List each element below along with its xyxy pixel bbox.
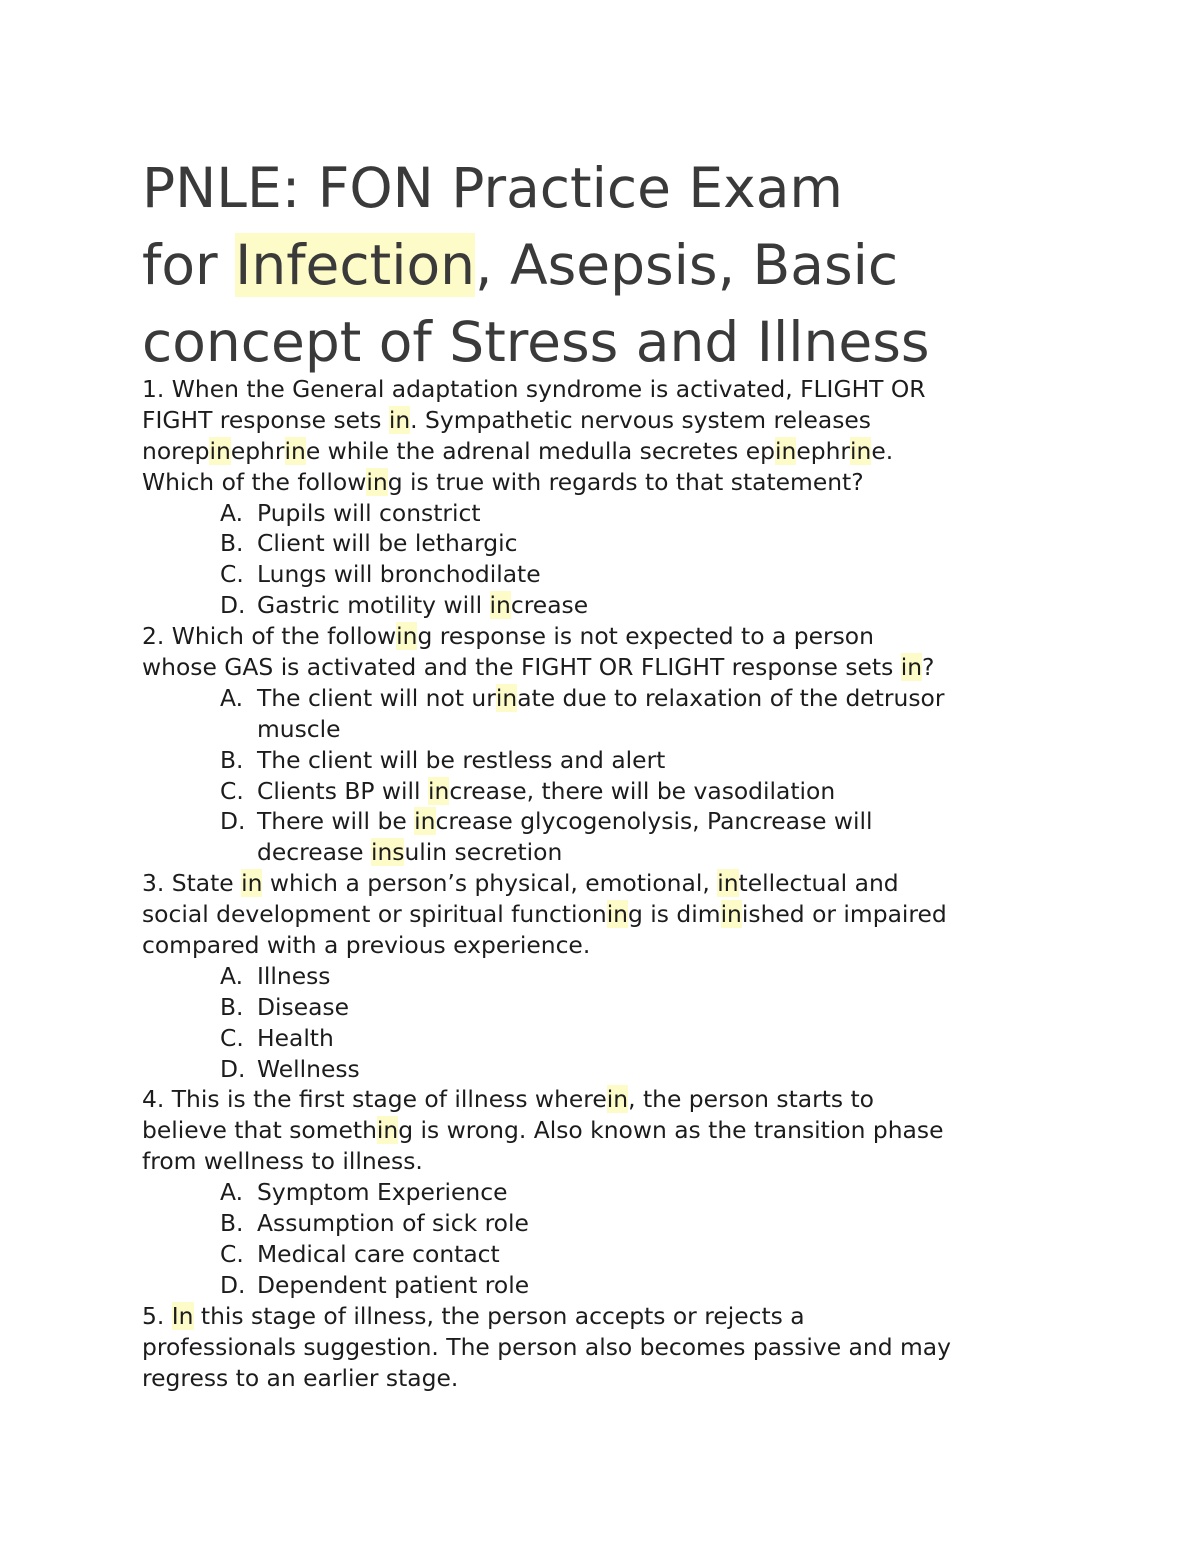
option-text: Disease xyxy=(257,992,349,1021)
option-text: Medical care contact xyxy=(257,1239,500,1268)
question-5 xyxy=(142,1301,1082,1394)
option-b xyxy=(142,992,1082,1023)
search-highlight: in xyxy=(900,653,923,682)
option-d: D. There will be increase glycogenolysis, Pancrease will xyxy=(220,807,873,836)
search-highlight: in xyxy=(717,869,739,898)
search-highlight: Infection xyxy=(235,233,475,297)
search-highlight: in xyxy=(489,591,511,620)
search-highlight: In xyxy=(171,1301,194,1330)
title-line-2 xyxy=(142,227,1082,304)
option-letter: B. xyxy=(220,992,244,1021)
question-text: norepinephrine while the adrenal medulla secretes epinephrine. xyxy=(142,436,894,465)
question-text: regress to an earlier stage. xyxy=(142,1363,459,1392)
question-text: believe that something is wrong. Also known as the transition phase xyxy=(142,1116,944,1145)
search-highlight: ins xyxy=(370,838,405,867)
search-highlight: in xyxy=(414,807,436,836)
option-c xyxy=(142,1023,1082,1054)
question-text: 1. When the General adaptation syndrome is activated, FLIGHT OR xyxy=(142,375,926,403)
question-text: professionals suggestion. The person also becomes passive and may xyxy=(142,1332,951,1361)
option-a-continued: muscle xyxy=(257,714,341,743)
question-3 xyxy=(142,868,1082,1084)
question-text: whose GAS is activated and the FIGHT OR FLIGHT response sets in? xyxy=(142,653,935,682)
option-letter: B. xyxy=(220,529,244,558)
question-text: 3. State in which a person’s physical, emotional, intellectual and xyxy=(142,869,899,898)
question-4 xyxy=(142,1084,1082,1300)
search-highlight: in xyxy=(775,436,797,465)
option-letter: D. xyxy=(220,807,246,836)
search-highlight: in xyxy=(284,436,306,465)
title-line-3: concept of Stress and Illness xyxy=(142,310,930,374)
search-highlight: in xyxy=(366,467,388,496)
search-highlight: in xyxy=(606,1085,629,1114)
search-highlight: in xyxy=(388,405,411,434)
search-highlight: in xyxy=(209,436,231,465)
option-text: Health xyxy=(257,1023,334,1052)
option-letter: C. xyxy=(220,776,244,805)
search-highlight: in xyxy=(850,436,872,465)
option-d-continued: decrease insulin secretion xyxy=(257,838,563,867)
search-highlight: in xyxy=(720,900,742,929)
search-highlight: in xyxy=(606,900,629,929)
option-text: Lungs will bronchodilate xyxy=(257,560,541,589)
option-a xyxy=(142,1177,1082,1208)
option-letter: B. xyxy=(220,745,244,774)
option-c xyxy=(142,1239,1082,1270)
search-highlight: in xyxy=(241,869,263,898)
question-text: 4. This is the first stage of illness wherein, the person starts to xyxy=(142,1085,874,1114)
option-letter: C. xyxy=(220,560,244,589)
option-a: A. The client will not urinate due to relaxation of the detrusor xyxy=(220,683,945,712)
option-letter: C. xyxy=(220,1239,244,1268)
question-2 xyxy=(142,621,1082,868)
page-title xyxy=(142,150,1082,381)
question-text: compared with a previous experience. xyxy=(142,931,591,960)
search-highlight: in xyxy=(428,776,450,805)
title-text: for xyxy=(142,233,236,297)
option-letter: B. xyxy=(220,1209,244,1238)
option-d xyxy=(142,1270,1082,1301)
option-text: Assumption of sick role xyxy=(257,1209,529,1238)
option-b xyxy=(142,745,1082,776)
option-text: The client will be restless and alert xyxy=(257,745,666,774)
option-text: Symptom Experience xyxy=(257,1178,508,1207)
search-highlight: in xyxy=(495,683,518,712)
option-letter: C. xyxy=(220,1023,244,1052)
option-letter: D. xyxy=(220,591,246,620)
question-text: from wellness to illness. xyxy=(142,1147,423,1176)
option-letter: A. xyxy=(220,683,244,712)
option-d xyxy=(142,1054,1082,1085)
title-text: , Asepsis, Basic xyxy=(474,233,899,297)
option-c: C. Clients BP will increase, there will be vasodilation xyxy=(220,776,836,805)
option-text: Client will be lethargic xyxy=(257,529,518,558)
option-letter: A. xyxy=(220,1178,244,1207)
question-text: Which of the following is true with regards to that statement? xyxy=(142,467,864,496)
option-d: D. Gastric motility will increase xyxy=(220,591,589,620)
question-text: FIGHT response sets in. Sympathetic nervous system releases xyxy=(142,405,871,434)
question-text: 2. Which of the following response is not expected to a person xyxy=(142,622,874,651)
question-list xyxy=(142,374,1082,1393)
question-1 xyxy=(142,374,1082,621)
search-highlight: in xyxy=(396,622,418,651)
option-c xyxy=(142,559,1082,590)
title-line-1: PNLE: FON Practice Exam xyxy=(142,156,844,220)
question-text: social development or spiritual functioning is diminished or impaired xyxy=(142,900,947,929)
option-letter: D. xyxy=(220,1270,246,1299)
option-text: Wellness xyxy=(257,1054,360,1083)
question-text: 5. In this stage of illness, the person accepts or rejects a xyxy=(142,1301,805,1330)
search-highlight: in xyxy=(376,1116,399,1145)
option-text: Dependent patient role xyxy=(257,1270,530,1299)
option-letter: D. xyxy=(220,1054,246,1083)
option-text: Illness xyxy=(257,961,331,990)
option-letter: A. xyxy=(220,961,244,990)
option-text: Pupils will constrict xyxy=(257,498,481,527)
option-b xyxy=(142,1208,1082,1239)
option-a xyxy=(142,498,1082,529)
option-a xyxy=(142,961,1082,992)
option-letter: A. xyxy=(220,498,244,527)
option-b xyxy=(142,528,1082,559)
